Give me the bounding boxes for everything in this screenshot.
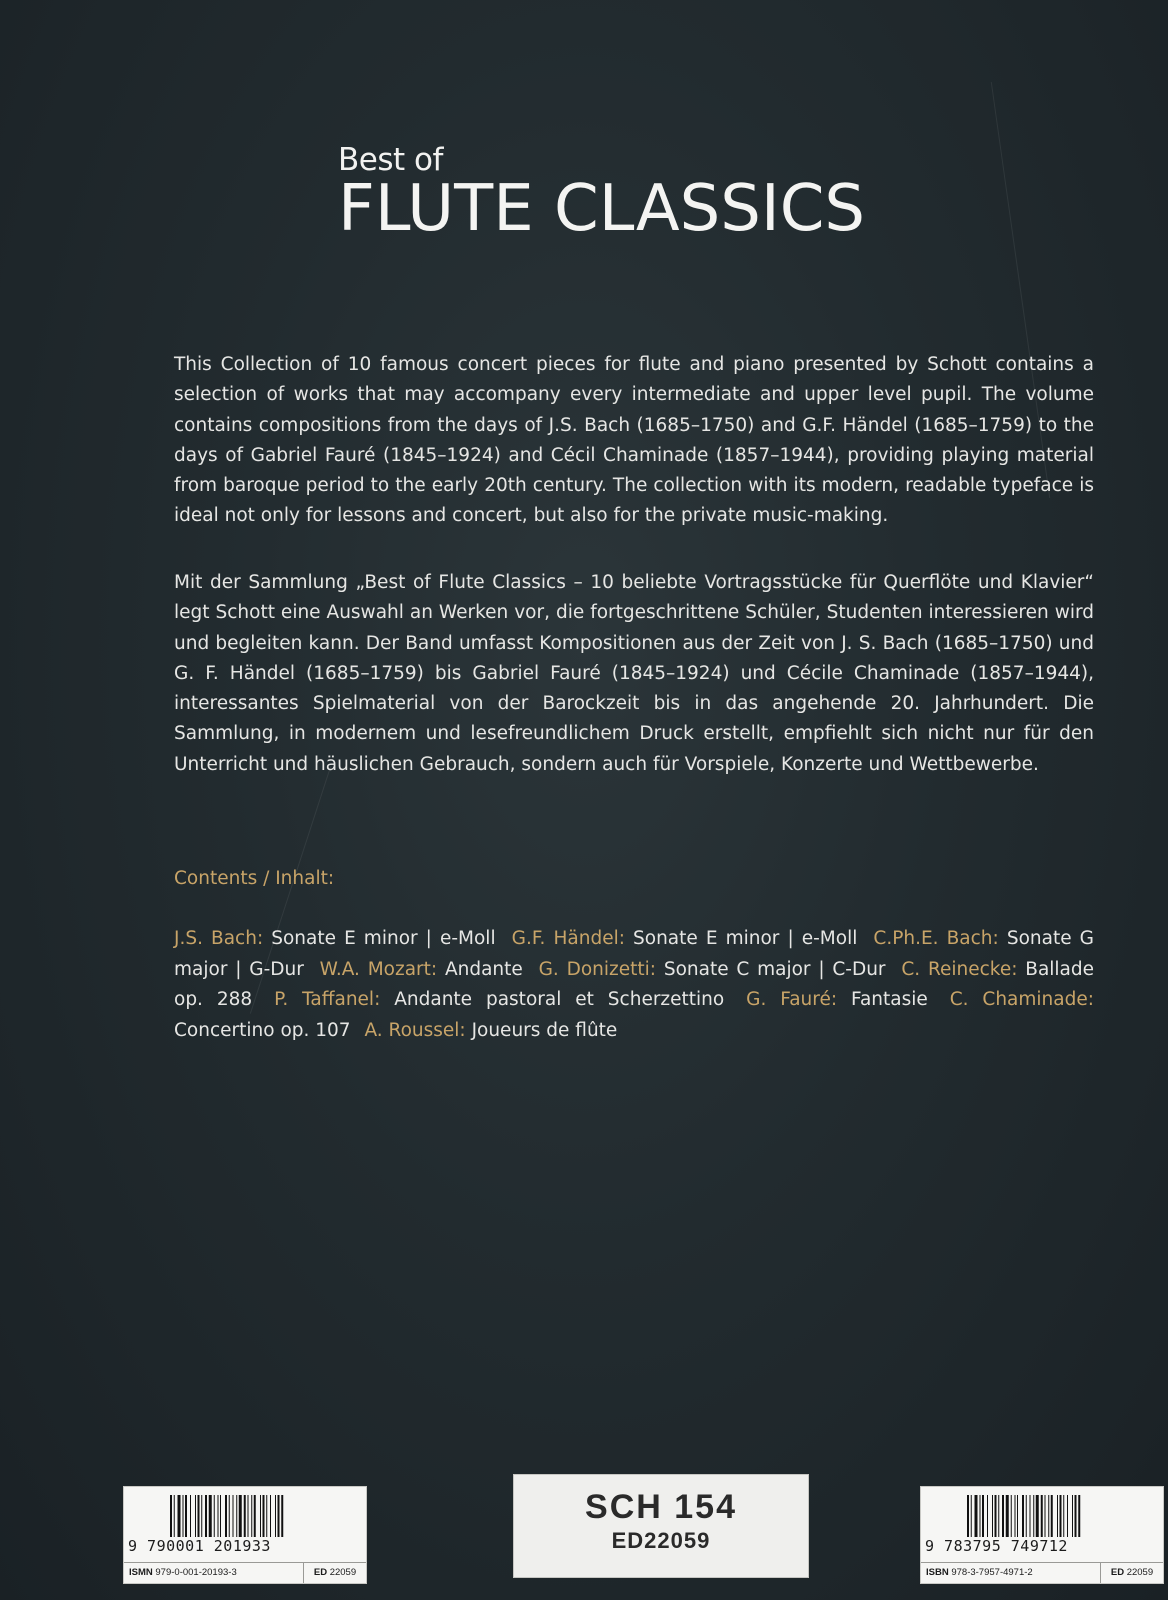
barcode-icon bbox=[967, 1495, 1117, 1537]
work-title: Sonate E minor | e-Moll bbox=[271, 928, 496, 949]
barcode-bar bbox=[1075, 1495, 1077, 1537]
barcode-bar bbox=[214, 1495, 215, 1537]
contents-item bbox=[274, 989, 732, 1010]
barcode-bar bbox=[205, 1495, 207, 1537]
ismn-barcode-label bbox=[123, 1486, 367, 1584]
barcode-bar bbox=[1033, 1495, 1034, 1537]
work-title: Sonate C major | C-Dur bbox=[663, 958, 886, 980]
composer-name: P. Taffanel: bbox=[274, 989, 381, 1010]
barcode-bar bbox=[281, 1495, 283, 1537]
barcode-footer bbox=[124, 1562, 366, 1583]
barcode-bar bbox=[270, 1495, 271, 1537]
composer-name: G. Donizetti: bbox=[538, 958, 657, 980]
description-english: This Collection of 10 famous concert pieces for flute and piano presented by Schott contains a selection of works that may accompany every intermediate and upper level pupil. The volume contains compositions from the days of J.S. Bach (1685–1750) and G.F. Händel (1685–1759) to the days of Gabriel Fauré (1845–1924) and Cécil Chaminade (1857–1944), providing playing material from baroque period to the early 20th century. The collection with its modern, readable typeface is ideal not only for lessons and concert, but also for the private music-making. bbox=[174, 354, 1094, 527]
catalog-sticker bbox=[513, 1474, 809, 1578]
contents-heading: Contents / Inhalt: bbox=[174, 868, 335, 889]
barcode-bar bbox=[251, 1495, 252, 1537]
barcode-bar bbox=[170, 1495, 172, 1537]
composer-name: C. Reinecke: bbox=[901, 958, 1018, 980]
barcode-bar bbox=[1063, 1495, 1064, 1537]
barcode-bar bbox=[1051, 1495, 1053, 1537]
work-title: Andante bbox=[444, 958, 523, 980]
work-title: Ballade op. 288 bbox=[174, 958, 1095, 1010]
edition-label: ED bbox=[313, 1567, 328, 1578]
barcode-bar bbox=[254, 1495, 256, 1537]
barcode-bar bbox=[183, 1495, 184, 1537]
barcode-bar bbox=[218, 1495, 219, 1537]
barcode-bar bbox=[1002, 1495, 1004, 1537]
barcode-bar bbox=[236, 1495, 237, 1537]
contents-item bbox=[320, 959, 531, 980]
barcode-bar bbox=[185, 1495, 187, 1537]
sticker-edition: ED22059 bbox=[611, 1528, 711, 1553]
barcode-bar bbox=[967, 1495, 969, 1537]
barcode-bar bbox=[195, 1495, 196, 1537]
barcode-bar bbox=[1015, 1495, 1016, 1537]
isbn-label: ISBN bbox=[926, 1567, 949, 1578]
barcode-bar bbox=[190, 1495, 191, 1537]
work-title: Concertino op. 107 bbox=[174, 1019, 351, 1041]
barcode-bar bbox=[1036, 1495, 1039, 1537]
contents-list bbox=[174, 924, 1094, 1046]
edition-field bbox=[304, 1563, 366, 1583]
barcode-bar bbox=[174, 1495, 175, 1537]
barcode-bar bbox=[239, 1495, 242, 1537]
barcode-bar bbox=[1006, 1495, 1009, 1537]
edition-field bbox=[1101, 1563, 1163, 1583]
barcode-bar bbox=[260, 1495, 261, 1537]
barcode-bar bbox=[1067, 1495, 1068, 1537]
barcode-bar bbox=[275, 1495, 276, 1537]
barcode-bar bbox=[975, 1495, 978, 1537]
barcode-bar bbox=[971, 1495, 972, 1537]
barcode-number: 9 790001 201933 bbox=[128, 1537, 271, 1555]
barcode-bar bbox=[1072, 1495, 1073, 1537]
barcode-bar bbox=[1060, 1495, 1062, 1537]
composer-name: A. Roussel: bbox=[364, 1019, 466, 1041]
work-title: Fantasie bbox=[851, 989, 928, 1010]
barcode-bar bbox=[220, 1495, 221, 1537]
barcode-bar bbox=[1030, 1495, 1031, 1537]
work-title: Andante pastoral et Scherzettino bbox=[394, 989, 725, 1010]
composer-name: C.Ph.E. Bach: bbox=[873, 928, 999, 949]
title-main: FLUTE CLASSICS bbox=[338, 172, 866, 246]
composer-name: J.S. Bach: bbox=[174, 928, 264, 949]
composer-name: W.A. Mozart: bbox=[319, 958, 438, 980]
edition-label: ED bbox=[1110, 1567, 1125, 1578]
work-title: Joueurs de flûte bbox=[471, 1019, 618, 1041]
barcode-bar bbox=[1041, 1495, 1043, 1537]
barcode-bar bbox=[1026, 1495, 1027, 1537]
isbn-field bbox=[921, 1563, 1101, 1583]
barcode-number: 9 783795 749712 bbox=[925, 1537, 1068, 1555]
barcode-bar bbox=[229, 1495, 230, 1537]
barcode-bar bbox=[209, 1495, 212, 1537]
edition-value: 22059 bbox=[329, 1567, 357, 1578]
barcode-bar bbox=[266, 1495, 267, 1537]
contents-item bbox=[512, 928, 866, 949]
barcode-bar bbox=[1011, 1495, 1012, 1537]
contents-item bbox=[364, 1020, 625, 1041]
composer-name: G.F. Händel: bbox=[511, 928, 625, 949]
edition-value: 22059 bbox=[1126, 1567, 1154, 1578]
barcode-bar bbox=[982, 1495, 984, 1537]
ismn-field bbox=[124, 1563, 304, 1583]
contents-item bbox=[174, 928, 504, 949]
contents-item bbox=[746, 989, 936, 1010]
barcode-bar bbox=[233, 1495, 234, 1537]
title-block bbox=[338, 142, 865, 244]
barcode-bar bbox=[1078, 1495, 1080, 1537]
barcode-bar bbox=[1017, 1495, 1018, 1537]
barcode-bar bbox=[201, 1495, 202, 1537]
barcode-bar bbox=[178, 1495, 181, 1537]
barcode-bar bbox=[998, 1495, 999, 1537]
ismn-label: ISMN bbox=[129, 1567, 153, 1578]
isbn-barcode-label bbox=[920, 1486, 1164, 1584]
work-title: Sonate E minor | e-Moll bbox=[633, 928, 858, 949]
barcode-icon bbox=[170, 1495, 320, 1537]
isbn-value: 978-3-7957-4971-2 bbox=[951, 1567, 1033, 1578]
barcode-bar bbox=[1022, 1495, 1024, 1537]
barcode-bar bbox=[1045, 1495, 1046, 1537]
description-german: Mit der Sammlung „Best of Flute Classics – 10 beliebte Vortragsstücke für Querflöte und Klavier“ legt Schott eine Auswahl an Werken vor, die fortgeschrittene Schüler, Studenten interessieren wird und begleiten kann. Der Band umfasst Kompositionen aus der Zeit von J. S. Bach (1685–1750) und G. F. Händel (1685–1759) bis Gabriel Fauré (1845–1924) und Cécile Chaminade (1857–1944), interessantes Spielmaterial von der Barockzeit bis in das angehende 20. Jahrhundert. Die Sammlung, in modernem und lesefreundlichem Druck erstellt, empfiehlt sich nicht nur für den Unterricht und häuslichen Gebrauch, sondern auch für Vorspiele, Konzerte und Wettbewerbe. bbox=[174, 572, 1094, 775]
barcode-bar bbox=[225, 1495, 227, 1537]
barcode-bar bbox=[248, 1495, 249, 1537]
composer-name: C. Chaminade: bbox=[949, 989, 1094, 1010]
barcode-bar bbox=[244, 1495, 246, 1537]
title-subtitle: Best of bbox=[338, 142, 443, 178]
barcode-bar bbox=[987, 1495, 988, 1537]
barcode-bar bbox=[263, 1495, 265, 1537]
sticker-code: SCH 154 bbox=[585, 1488, 737, 1526]
barcode-bar bbox=[995, 1495, 997, 1537]
barcode-bar bbox=[1057, 1495, 1058, 1537]
barcode-footer bbox=[921, 1562, 1163, 1583]
composer-name: G. Fauré: bbox=[746, 989, 838, 1010]
barcode-bar bbox=[1048, 1495, 1049, 1537]
barcode-bar bbox=[992, 1495, 993, 1537]
barcode-bar bbox=[198, 1495, 200, 1537]
work-title: Sonate G major | G-Dur bbox=[174, 928, 1094, 980]
ismn-value: 979-0-001-20193-3 bbox=[155, 1567, 237, 1578]
barcode-bar bbox=[278, 1495, 280, 1537]
barcode-bar bbox=[980, 1495, 981, 1537]
contents-item bbox=[539, 959, 894, 980]
